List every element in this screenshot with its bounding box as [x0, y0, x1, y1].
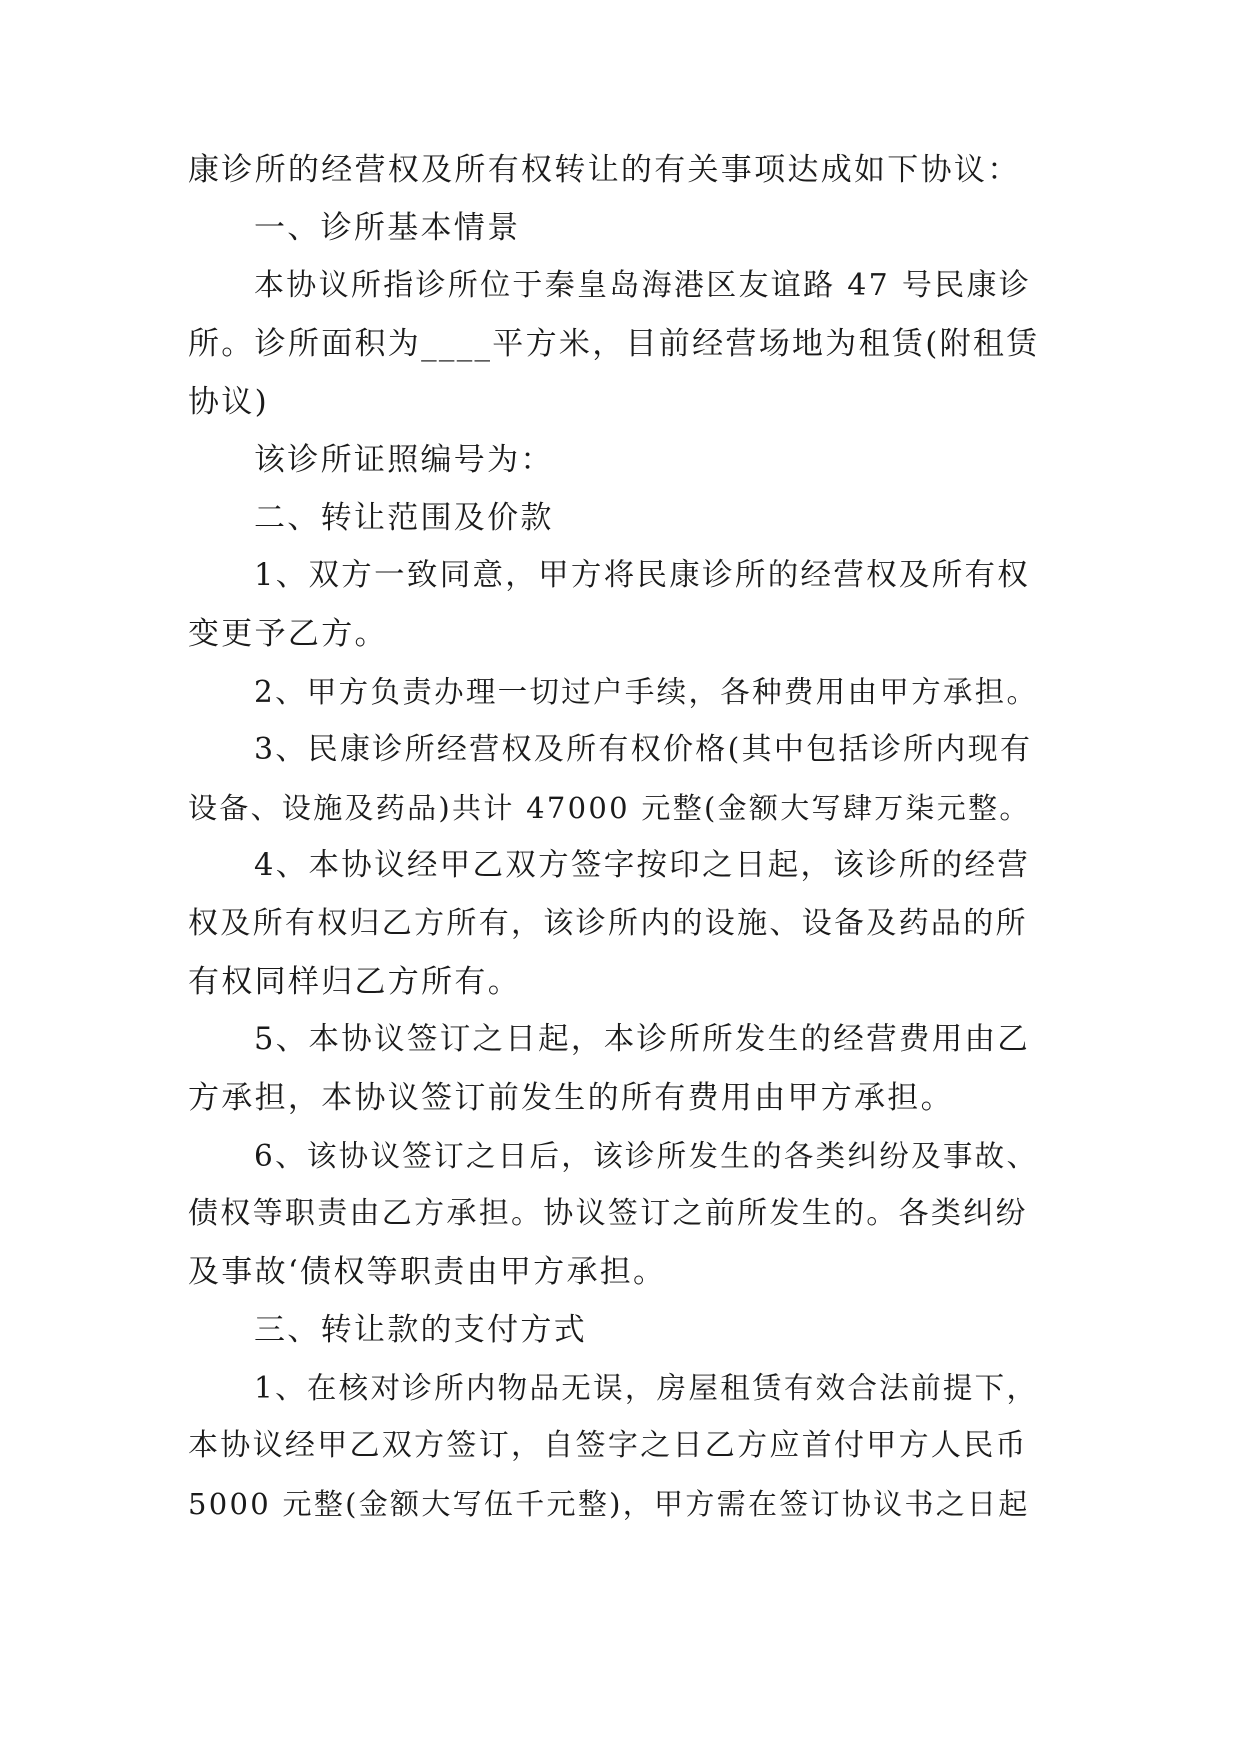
text-line: 有权同样归乙方所有。 — [188, 964, 521, 1000]
text-line: 6、该协议签订之日后，该诊所发生的各类纠纷及事故、 — [254, 1139, 1039, 1173]
text-line: 本协议经甲乙双方签订，自签字之日乙方应首付甲方人民币 — [188, 1428, 1028, 1463]
text-line: 方承担，本协议签订前发生的所有费用由甲方承担。 — [188, 1080, 954, 1116]
text-line: 5、本协议签订之日起，本诊所所发生的经营费用由乙 — [254, 1022, 1031, 1057]
text-line: 康诊所的经营权及所有权转让的有关事项达成如下协议： — [188, 152, 1021, 188]
text-line: 4、本协议经甲乙双方签字按印之日起，该诊所的经营 — [254, 848, 1031, 883]
text-line: 及事故‘债权等职责由甲方承担。 — [188, 1254, 667, 1290]
text-line: 5000 元整(金额大写伍千元整)，甲方需在签订协议书之日起 — [188, 1487, 1030, 1521]
text-line: 该诊所证照编号为： — [254, 442, 554, 478]
text-line: 协议) — [188, 384, 269, 420]
section-heading: 二、转让范围及价款 — [254, 500, 554, 536]
text-line: 权及所有权归乙方所有，该诊所内的设施、设备及药品的所 — [188, 906, 1028, 941]
text-line: 3、民康诊所经营权及所有权价格(其中包括诊所内现有 — [254, 732, 1033, 767]
text-line: 变更予乙方。 — [188, 616, 388, 652]
text-line: 所。诊所面积为____平方米，目前经营场地为租赁(附租赁 — [188, 326, 1040, 362]
text-line: 设备、设施及药品)共计 47000 元整(金额大写肆万柒元整。 — [188, 791, 1031, 825]
text-line: 债权等职责由乙方承担。协议签订之前所发生的。各类纠纷 — [188, 1196, 1028, 1231]
text-line: 1、在核对诊所内物品无误，房屋租赁有效合法前提下， — [254, 1371, 1039, 1405]
section-heading: 三、转让款的支付方式 — [254, 1312, 587, 1348]
text-line: 2、甲方负责办理一切过户手续，各种费用由甲方承担。 — [254, 675, 1039, 709]
section-heading: 一、诊所基本情景 — [254, 210, 521, 246]
text-line: 本协议所指诊所位于秦皇岛海港区友谊路 47 号民康诊 — [254, 268, 1032, 303]
text-line: 1、双方一致同意，甲方将民康诊所的经营权及所有权 — [254, 558, 1031, 593]
